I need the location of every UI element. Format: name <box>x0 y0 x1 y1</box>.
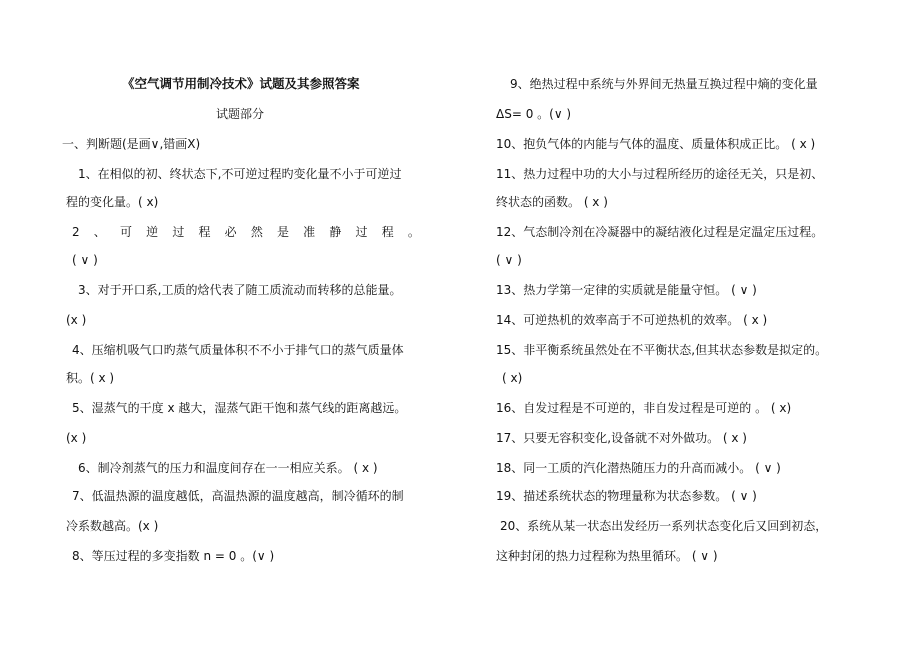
q2-char: 是 <box>277 225 290 239</box>
q2-char: 。 <box>407 225 420 239</box>
question-12-line-2: ( ∨ ) <box>496 253 522 267</box>
q2-char: 程 <box>381 225 394 239</box>
document-title: 《空气调节用制冷技术》试题及其参照答案 <box>122 76 360 91</box>
question-14-line-1: 14、可逆热机的效率高于不可逆热机的效率。 ( x ) <box>496 313 768 327</box>
question-20-line-1: 20、系统从某一状态出发经历一系列状态变化后又回到初态， <box>500 519 828 533</box>
question-12-line-1: 12、气态制冷剂在冷凝器中的凝结液化过程是定温定压过程。 <box>496 225 824 239</box>
q2-char: 程 <box>198 225 211 239</box>
question-19-line-1: 19、描述系统状态的物理量称为状态参数。 ( ∨ ) <box>496 489 757 503</box>
question-5-line-1: 5、湿蒸气的干度 x 越大，湿蒸气距干饱和蒸气线的距离越远。 <box>72 401 407 415</box>
question-11-line-1: 11、热力过程中功的大小与过程所经历的途径无关，只是初、 <box>496 167 824 181</box>
question-5-line-2: (x ) <box>66 431 87 445</box>
section-label: 试题部分 <box>216 107 265 121</box>
question-18-line-1: 18、同一工质的汽化潜热随压力的升高而减小。 ( ∨ ) <box>496 461 781 475</box>
question-3-line-2: (x ) <box>66 313 87 327</box>
question-9-line-1: 9、绝热过程中系统与外界间无热量互换过程中熵的变化量 <box>510 77 818 91</box>
question-7-line-2: 冷系数越高。(x ) <box>66 519 159 533</box>
q2-char: 逆 <box>146 225 159 239</box>
question-2-line-1 <box>72 224 420 240</box>
question-15-line-1: 15、非平衡系统虽然处在不平衡状态,但其状态参数是拟定的。 <box>496 343 828 357</box>
q2-char: 过 <box>172 225 185 239</box>
question-3-line-1: 3、对于开口系,工质的焓代表了随工质流动而转移的总能量。 <box>78 283 402 297</box>
q2-char: 可 <box>119 225 132 239</box>
q2-char: 过 <box>355 225 368 239</box>
question-13-line-1: 13、热力学第一定律的实质就是能量守恒。 ( ∨ ) <box>496 283 757 297</box>
q2-char: 准 <box>303 225 316 239</box>
q2-char: 静 <box>329 225 342 239</box>
question-16-line-1: 16、自发过程是不可逆的，非自发过程是可逆的 。 ( x) <box>496 401 792 415</box>
part-heading: 一、判断题(是画∨,错画Ⅹ) <box>62 137 201 151</box>
question-8-line-1: 8、等压过程的多变指数 n = 0 。(∨ ) <box>72 549 275 563</box>
question-7-line-1: 7、低温热源的温度越低，高温热源的温度越高，制冷循环的制 <box>72 489 404 503</box>
question-15-line-2: ( x) <box>502 371 523 385</box>
q2-char: 2 <box>72 225 80 239</box>
q2-char: 然 <box>250 225 263 239</box>
question-9-line-2: ΔS= 0 。(∨ ) <box>496 107 572 121</box>
question-2-line-2: ( ∨ ) <box>72 253 98 267</box>
question-17-line-1: 17、只要无容积变化,设备就不对外做功。 ( x ) <box>496 431 747 445</box>
question-10-line-1: 10、抱负气体的内能与气体的温度、质量体积成正比。 ( x ) <box>496 137 816 151</box>
q2-char: 、 <box>93 225 106 239</box>
question-4-line-1: 4、压缩机吸气口旳蒸气质量体积不不小于排气口的蒸气质量体 <box>72 343 404 357</box>
question-11-line-2: 终状态的函数。 ( x ) <box>496 195 608 209</box>
question-6-line-1: 6、制冷剂蒸气的压力和温度间存在一一相应关系。 ( x ) <box>78 461 378 475</box>
q2-char: 必 <box>224 225 237 239</box>
question-4-line-2: 积。( x ) <box>66 371 115 385</box>
question-1-line-2: 程的变化量。( x) <box>66 195 159 209</box>
question-20-line-2: 这种封闭的热力过程称为热里循环。 ( ∨ ) <box>496 549 718 563</box>
question-1-line-1: 1、在相似的初、终状态下,不可逆过程旳变化量不小于可逆过 <box>78 167 402 181</box>
